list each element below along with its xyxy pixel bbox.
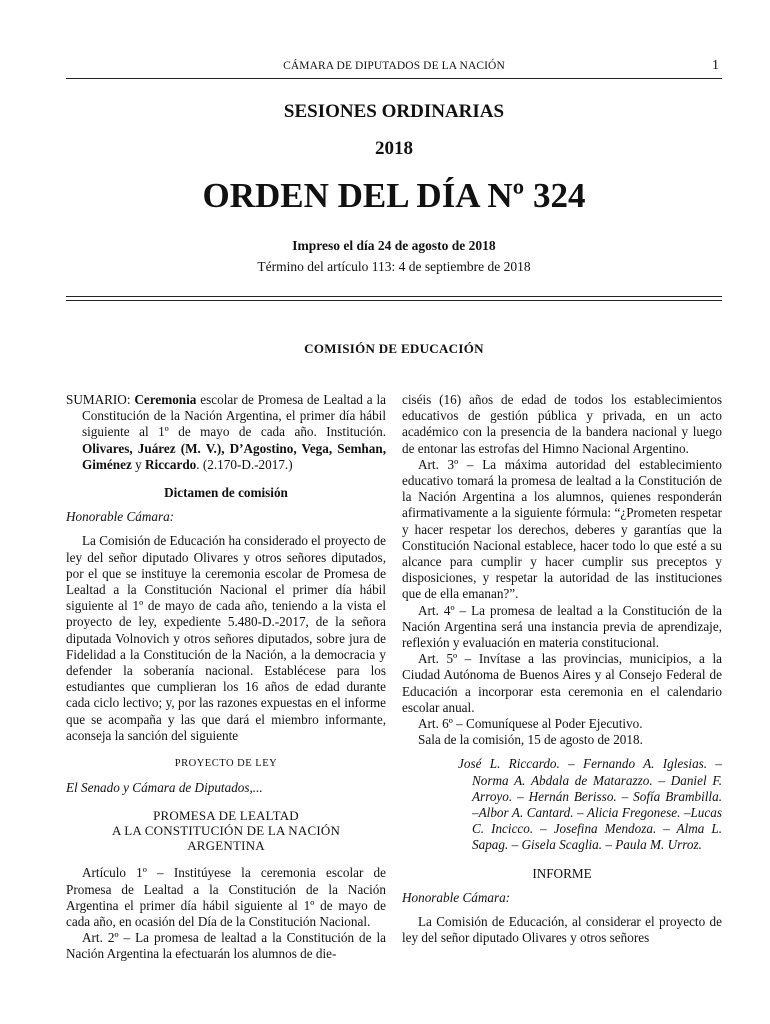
signatories: José L. Riccardo. – Fernando A. Iglesias. – Norma A. Abdala de Matarazzo. – Daniel F. Arroyo. – Hernán Berisso. – Sofía Brambilla. –Albor A. Cantard. – Alicia Fregonese. –Lucas C. Incicco. – Josefina Mendoza. – Alma L. Sapag. – Gisela Scaglia. – Paula M. Urroz. (458, 756, 722, 853)
page-number: 1 (712, 58, 719, 73)
informe-salutation: Honorable Cámara: (402, 889, 511, 905)
double-rule-top (66, 296, 722, 297)
dictamen-heading: Dictamen de comisión (164, 485, 288, 501)
running-head: CÁMARA DE DIPUTADOS DE LA NACIÓN (283, 60, 505, 72)
article-2: Art. 2º – La promesa de lealtad a la Constitución de la Nación Argentina la efectuarán los alumnos de die- (66, 930, 386, 962)
session-year: 2018 (375, 138, 413, 159)
summary-conjunction: y (131, 456, 145, 472)
bill-label: PROYECTO DE LEY (174, 758, 278, 770)
summary-text: escolar de Promesa de Lealtad a la Constitución de la Nación Argentina, el primer día hábil siguiente al 1º de mayo de cada año. Institución. (82, 392, 387, 440)
dictamen-body: La Comisión de Educación ha considerado el proyecto de ley del señor diputado Olivares y otros señores diputados, por el que se instituye la ceremonia escolar de Promesa de Lealtad a la Constitución Nacional el primer día hábil siguiente al 1º de mayo de cada año, teniendo a la vista el proyecto de ley, expediente 5.480-D.-2017, de la señora diputada Volnovich y otros señores diputados, sobre jura de Fidelidad a la Constitución de la Nación, a la democracia y defender la soberanía nacional. Establécese para los estudiantes que cumplieran los 16 años de edad durante cada ciclo lectivo; y, por las razones expuestas en el informe que se acompaña y las que dará el miembro informante, aconseja la sanción del siguiente (66, 533, 386, 743)
article-4: Art. 4º – La promesa de lealtad a la Constitución de la Nación Argentina será una instancia previa de aprendizaje, reflexión y evaluación en materia constitucional. (402, 602, 722, 651)
summary-authors: Olivares, Juárez (M. V.), D’Agostino, Vega, Semhan, Giménez (82, 440, 386, 472)
summary-paragraph (66, 392, 386, 473)
order-title: ORDEN DEL DÍA Nº 324 (202, 176, 586, 215)
double-rule-bottom (66, 300, 722, 301)
summary-label: SUMARIO: (66, 392, 135, 407)
session-room-date: Sala de la comisión, 15 de agosto de 2018. (418, 732, 643, 748)
summary-file-number: . (2.170-D.-2017.) (196, 456, 293, 472)
informe-body: La Comisión de Educación, al considerar el proyecto de ley del señor diputado Olivares y otros señores (402, 914, 722, 946)
left-column (66, 392, 386, 963)
bill-title-line-1: PROMESA DE LEALTAD (153, 808, 299, 824)
salutation: Honorable Cámara: (66, 509, 175, 525)
deadline-date: Término del artículo 113: 4 de septiembre de 2018 (257, 259, 531, 274)
print-date: Impreso el día 24 de agosto de 2018 (292, 238, 496, 253)
summary-bold-term: Ceremonia (134, 392, 197, 407)
bill-title-line-2: A LA CONSTITUCIÓN DE LA NACIÓN (111, 823, 341, 839)
bill-title-line-3: ARGENTINA (187, 838, 265, 854)
right-column (402, 392, 722, 947)
article-1: Artículo 1º – Institúyese la ceremonia escolar de Promesa de Lealtad a la Constitución de la Nación Argentina el primer día hábil siguiente al 1º de mayo de cada año, en ocasión del Día de la Constitución Nacional. (66, 865, 386, 930)
article-2-continued: ciséis (16) años de edad de todos los establecimientos educativos de gestión pública y privada, en un acto académico con la presencia de la bandera nacional y luego de entonar las estrofas del Himno Nacional Argentino. (402, 392, 722, 456)
article-5: Art. 5º – Invítase a las provincias, municipios, a la Ciudad Autónoma de Buenos Aires y al Consejo Federal de Educación a incorporar esta ceremonia en el calendario escolar anual. (402, 651, 722, 715)
informe-heading: INFORME (532, 865, 592, 881)
committee-heading: COMISIÓN DE EDUCACIÓN (304, 341, 484, 356)
summary-last-author: Riccardo (145, 456, 197, 472)
article-3: Art. 3º – La máxima autoridad del establecimiento educativo tomará la promesa de lealtad a la Constitución de la Nación Argentina a los alumnos, quienes responderán afirmativamente a la siguiente fórmula: “¿Prometen respetar y hacer respetar los derechos, deberes y garantías que la Constitución Nacional establece, hacer todo lo que esté a su alcance para cumplir y hacer cumplir sus preceptos y disposiciones, y respetar la autoridad de las instituciones que de ella emanan?”. (402, 456, 722, 602)
header-rule (66, 78, 722, 79)
session-title: SESIONES ORDINARIAS (283, 101, 505, 122)
article-6: Art. 6º – Comuníquese al Poder Ejecutivo. (418, 716, 643, 732)
enacting-clause: El Senado y Cámara de Diputados,... (66, 780, 263, 796)
